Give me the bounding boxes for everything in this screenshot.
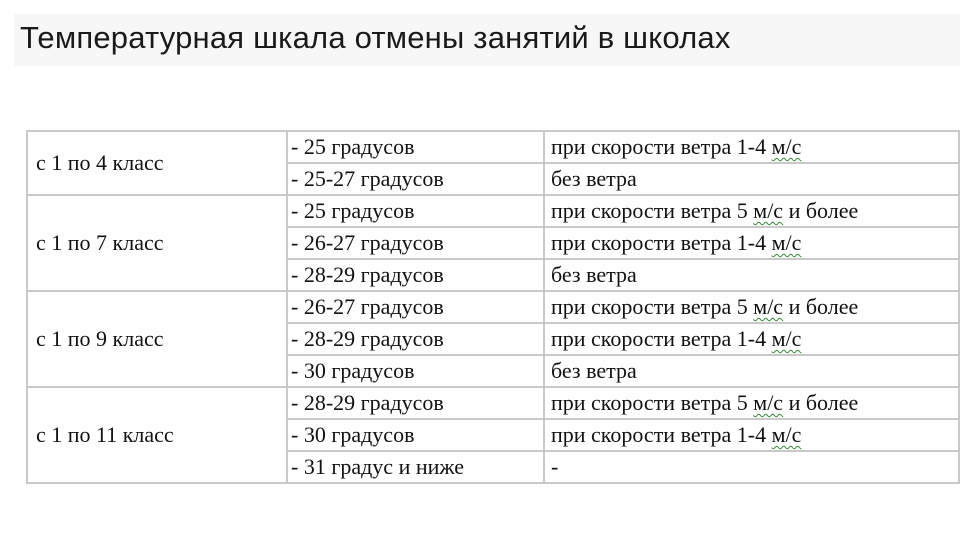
temperature-cell: - 25-27 градусов <box>287 163 544 195</box>
temperature-cell: - 28-29 градусов <box>287 323 544 355</box>
condition-text: без ветра <box>551 358 637 383</box>
grade-cell: с 1 по 7 класс <box>27 195 287 291</box>
condition-suffix: и более <box>783 198 859 223</box>
temperature-cell: - 26-27 градусов <box>287 291 544 323</box>
wind-unit: м/с <box>771 134 802 159</box>
condition-text: - <box>551 454 559 479</box>
table-row <box>27 291 959 323</box>
temperature-cell: - 25 градусов <box>287 131 544 163</box>
condition-text: без ветра <box>551 166 637 191</box>
temperature-cell: - 30 градусов <box>287 419 544 451</box>
wind-unit: м/с <box>753 294 784 319</box>
wind-unit: м/с <box>753 390 784 415</box>
condition-cell <box>544 163 959 195</box>
wind-unit: м/с <box>771 326 802 351</box>
table-row <box>27 195 959 227</box>
grade-cell: с 1 по 11 класс <box>27 387 287 483</box>
condition-suffix: и более <box>783 390 859 415</box>
condition-text: при скорости ветра 1-4 <box>551 134 772 159</box>
page-title: Температурная шкала отмены занятий в школах <box>20 20 731 55</box>
table-row <box>27 131 959 163</box>
wind-unit: м/с <box>753 198 784 223</box>
condition-cell <box>544 355 959 387</box>
condition-cell <box>544 387 959 419</box>
condition-cell <box>544 291 959 323</box>
condition-text: при скорости ветра 5 <box>551 294 754 319</box>
condition-cell <box>544 451 959 483</box>
temperature-cell: - 26-27 градусов <box>287 227 544 259</box>
condition-text: без ветра <box>551 262 637 287</box>
table-row <box>27 387 959 419</box>
temperature-cell: - 28-29 градусов <box>287 387 544 419</box>
condition-text: при скорости ветра 5 <box>551 390 754 415</box>
condition-cell <box>544 131 959 163</box>
temperature-cell: - 30 градусов <box>287 355 544 387</box>
condition-cell <box>544 323 959 355</box>
grade-cell: с 1 по 9 класс <box>27 291 287 387</box>
condition-cell <box>544 259 959 291</box>
temperature-cell: - 31 градус и ниже <box>287 451 544 483</box>
condition-suffix: и более <box>783 294 859 319</box>
temperature-cell: - 28-29 градусов <box>287 259 544 291</box>
wind-unit: м/с <box>771 230 802 255</box>
cancellation-scale-table <box>26 130 960 484</box>
temperature-cell: - 25 градусов <box>287 195 544 227</box>
condition-cell <box>544 195 959 227</box>
condition-text: при скорости ветра 1-4 <box>551 326 772 351</box>
grade-cell: с 1 по 4 класс <box>27 131 287 195</box>
condition-cell <box>544 227 959 259</box>
wind-unit: м/с <box>771 422 802 447</box>
condition-cell <box>544 419 959 451</box>
condition-text: при скорости ветра 1-4 <box>551 230 772 255</box>
condition-text: при скорости ветра 1-4 <box>551 422 772 447</box>
condition-text: при скорости ветра 5 <box>551 198 754 223</box>
